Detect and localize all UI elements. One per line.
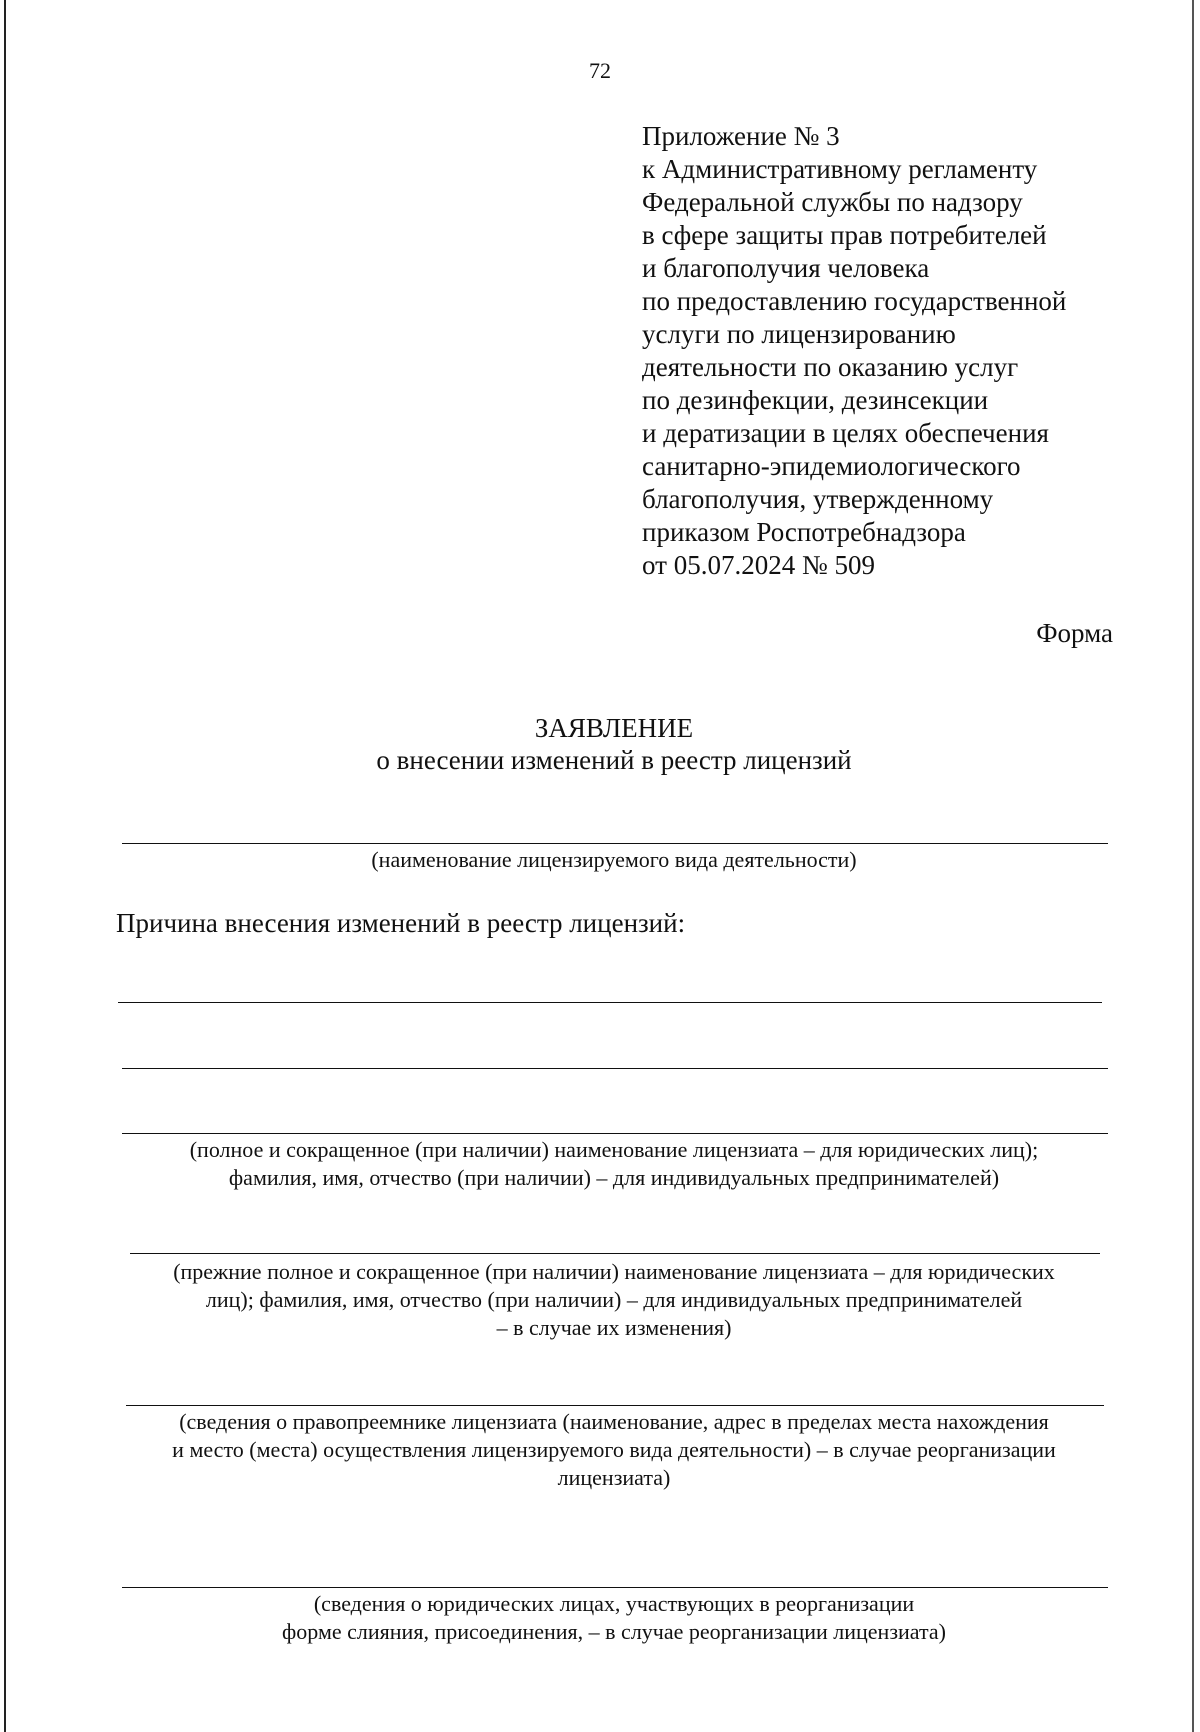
- licensee-field-line[interactable]: [122, 1133, 1108, 1134]
- successor-field-line[interactable]: [126, 1405, 1104, 1406]
- caption-line: (сведения о юридических лицах, участвующих в реорганизации: [313, 1591, 915, 1616]
- caption-line: (сведения о правопреемнике лицензиата (наименование, адрес в пределах места нахождения: [179, 1409, 1049, 1434]
- appendix-header: [642, 120, 1162, 582]
- appendix-line: к Административному регламенту: [642, 154, 1038, 184]
- appendix-line: санитарно-эпидемиологического: [642, 451, 1021, 481]
- appendix-line: по предоставлению государственной: [642, 286, 1067, 316]
- page-number: 72: [589, 58, 611, 83]
- activity-field-caption: (наименование лицензируемого вида деятельности): [371, 847, 857, 872]
- document-subtitle: о внесении изменений в реестр лицензий: [376, 745, 852, 775]
- reorganization-field-caption: [0, 1590, 1200, 1646]
- successor-field-caption: [0, 1408, 1200, 1492]
- activity-field-line[interactable]: [122, 843, 1108, 844]
- caption-line: лиц); фамилия, имя, отчество (при наличии) – для индивидуальных предпринимателей: [205, 1287, 1023, 1312]
- appendix-line: от 05.07.2024 № 509: [642, 550, 875, 580]
- previous-name-field-caption: [0, 1258, 1200, 1342]
- appendix-line: и благополучия человека: [642, 253, 930, 283]
- previous-name-field-line[interactable]: [130, 1253, 1100, 1254]
- caption-line: форме слияния, присоединения, – в случае реорганизации лицензиата): [282, 1619, 946, 1644]
- appendix-line: и дератизации в целях обеспечения: [642, 418, 1049, 448]
- appendix-line: услуги по лицензированию: [642, 319, 956, 349]
- licensee-field-caption: [0, 1136, 1200, 1192]
- reason-label: Причина внесения изменений в реестр лицензий:: [116, 908, 686, 938]
- reason-field-line-1[interactable]: [118, 1002, 1102, 1003]
- caption-line: – в случае их изменения): [496, 1315, 732, 1340]
- document-title-block: [0, 712, 1200, 776]
- reason-field-line-2[interactable]: [122, 1068, 1108, 1069]
- caption-line: (прежние полное и сокращенное (при наличии) наименование лицензиата – для юридических: [173, 1259, 1055, 1284]
- document-title: ЗАЯВЛЕНИЕ: [534, 713, 694, 743]
- caption-line: и место (места) осуществления лицензируемого вида деятельности) – в случае реорганизации: [172, 1437, 1056, 1462]
- appendix-line: приказом Роспотребнадзора: [642, 517, 966, 547]
- appendix-line: в сфере защиты прав потребителей: [642, 220, 1047, 250]
- appendix-line: Приложение № 3: [642, 121, 840, 151]
- appendix-line: Федеральной службы по надзору: [642, 187, 1023, 217]
- caption-line: (полное и сокращенное (при наличии) наименование лицензиата – для юридических лиц);: [189, 1137, 1039, 1162]
- form-label: Форма: [1036, 618, 1113, 648]
- appendix-line: по дезинфекции, дезинсекции: [642, 385, 989, 415]
- appendix-line: деятельности по оказанию услуг: [642, 352, 1019, 382]
- caption-line: лицензиата): [557, 1465, 671, 1490]
- appendix-line: благополучия, утвержденному: [642, 484, 994, 514]
- caption-line: фамилия, имя, отчество (при наличии) – для индивидуальных предпринимателей): [228, 1165, 1000, 1190]
- reorganization-field-line[interactable]: [122, 1587, 1108, 1588]
